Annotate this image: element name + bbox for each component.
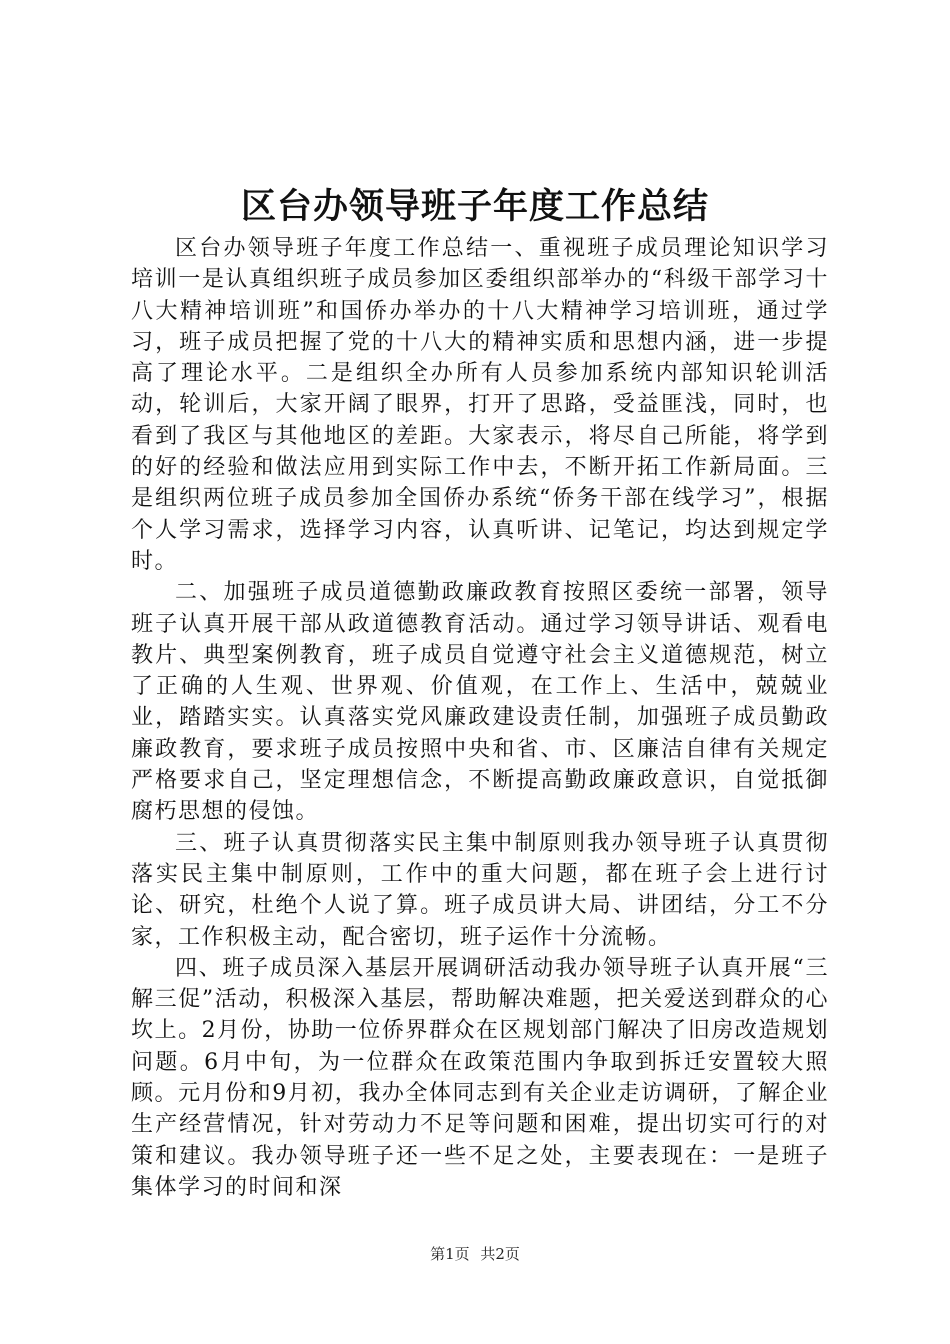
document-title: 区台办领导班子年度工作总结 <box>240 186 709 227</box>
paragraph-4: 四、班子成员深入基层开展调研活动我办领导班子认真开展“三解三促”活动，积极深入基层，帮助解决难题，把关爱送到群众的心坎上。2月份，协助一位侨界群众在区规划部门解决了旧房改造规划问题。6月中旬，为一位群众在政策范围内争取到拆迁安置较大照顾。元月份和9月初，我办全体同志到有关企业走访调研，了解企业生产经营情况，针对劳动力不足等问题和困难，提出切实可行的对策和建议。我办领导班子还一些不足之处，主要表现在：一是班子集体学习的时间和深 <box>131 955 829 1200</box>
paragraph-3: 三、班子认真贯彻落实民主集中制原则我办领导班子认真贯彻落实民主集中制原则，工作中的重大问题，都在班子会上进行讨论、研究，杜绝个人说了算。班子成员讲大局、讲团结，分工不分家，工作积极主动，配合密切，班子运作十分流畅。 <box>131 830 829 950</box>
page-footer <box>0 1243 950 1265</box>
page-number: 第1页 <box>430 1245 470 1263</box>
document-body <box>131 233 829 1203</box>
paragraph-2: 二、加强班子成员道德勤政廉政教育按照区委统一部署，领导班子认真开展干部从政道德教育活动。通过学习领导讲话、观看电教片、典型案例教育，班子成员自觉遵守社会主义道德规范，树立了正确的人生观、世界观、价值观，在工作上、生活中，兢兢业业，踏踏实实。认真落实党风廉政建设责任制，加强班子成员勤政廉政教育，要求班子成员按照中央和省、市、区廉洁自律有关规定严格要求自己，坚定理想信念，不断提高勤政廉政意识，自觉抵御腐朽思想的侵蚀。 <box>131 580 829 825</box>
paragraph-1: 区台办领导班子年度工作总结一、重视班子成员理论知识学习培训一是认真组织班子成员参加区委组织部举办的“科级干部学习十八大精神培训班”和国侨办举办的十八大精神学习培训班，通过学习，班子成员把握了党的十八大的精神实质和思想内涵，进一步提高了理论水平。二是组织全办所有人员参加系统内部知识轮训活动，轮训后，大家开阔了眼界，打开了思路，受益匪浅，同时，也看到了我区与其他地区的差距。大家表示，将尽自己所能，将学到的好的经验和做法应用到实际工作中去，不断开拓工作新局面。三是组织两位班子成员参加全国侨办系统“侨务干部在线学习”，根据个人学习需求，选择学习内容，认真听讲、记笔记，均达到规定学时。 <box>131 236 829 574</box>
page-total: 共2页 <box>480 1245 520 1263</box>
